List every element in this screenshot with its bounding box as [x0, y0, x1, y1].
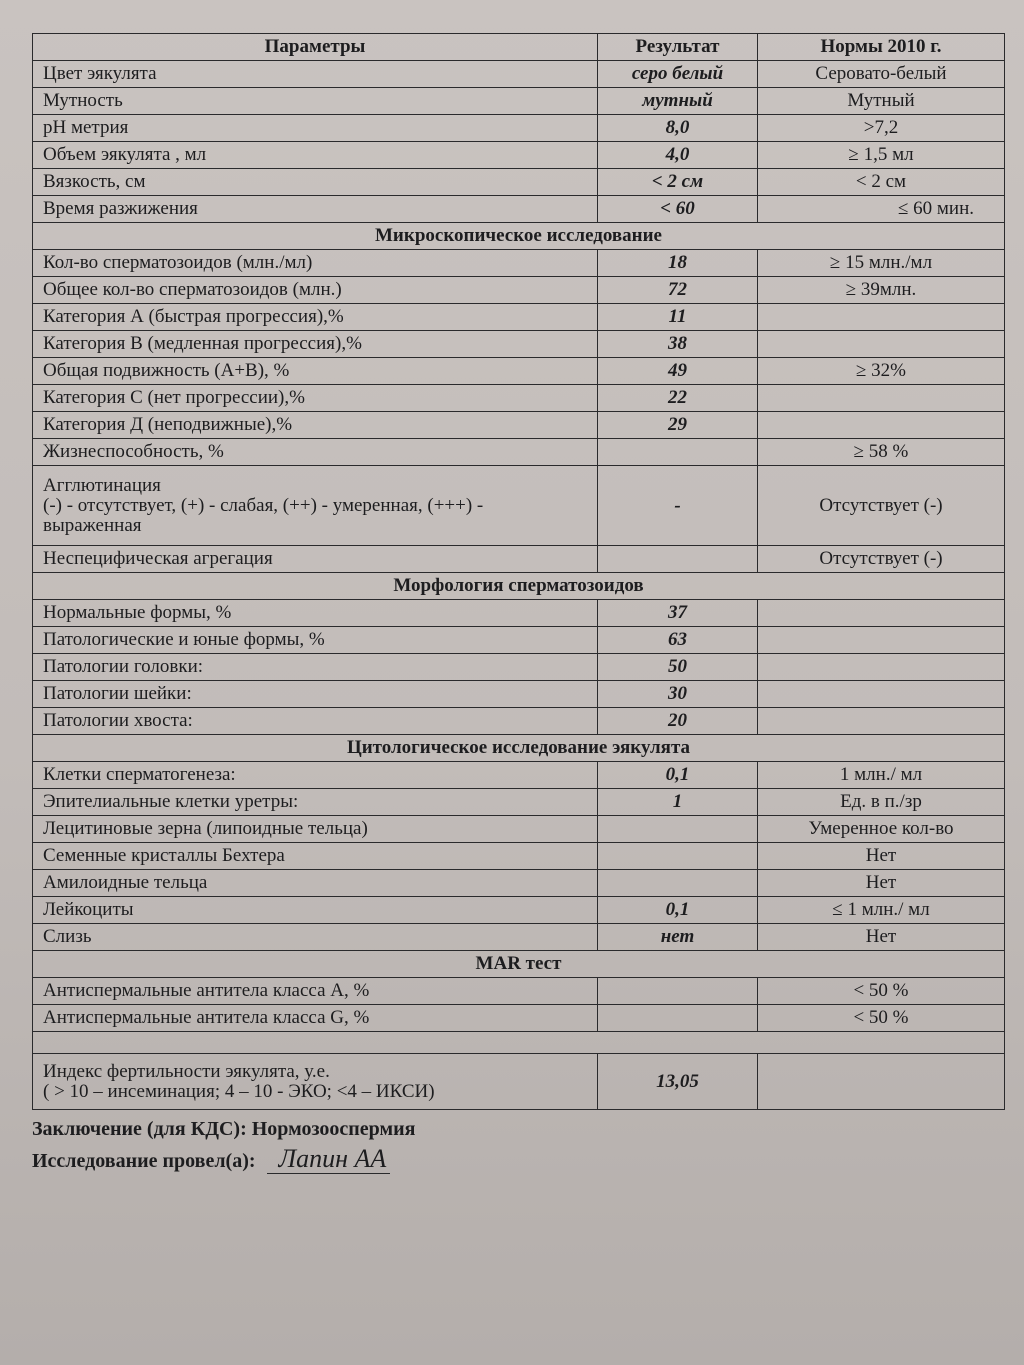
row-result: < 2 см: [598, 169, 758, 196]
header-norms: Нормы 2010 г.: [758, 34, 1005, 61]
section-header-row: [33, 223, 1005, 250]
row-param: Семенные кристаллы Бехтера: [33, 843, 598, 870]
row-result: < 60: [598, 196, 758, 223]
row-param: Патологические и юные формы, %: [33, 627, 598, 654]
table-row: [33, 412, 1005, 439]
row-param: Неспецифическая агрегация: [33, 546, 598, 573]
table-row: [33, 115, 1005, 142]
row-param: Патологии головки:: [33, 654, 598, 681]
row-result: 38: [598, 331, 758, 358]
table-row: [33, 897, 1005, 924]
row-result: 1: [598, 789, 758, 816]
table-row: [33, 250, 1005, 277]
table-row: [33, 1005, 1005, 1032]
table-row: [33, 708, 1005, 735]
row-norm: Серовато-белый: [758, 61, 1005, 88]
row-norm: >7,2: [758, 115, 1005, 142]
row-result: 4,0: [598, 142, 758, 169]
table-row: [33, 654, 1005, 681]
header-result: Результат: [598, 34, 758, 61]
row-param: Патологии хвоста:: [33, 708, 598, 735]
report-footer: [32, 1114, 1004, 1176]
table-row: [33, 277, 1005, 304]
performer-label: Исследование провел(а):: [32, 1150, 256, 1172]
row-norm: Мутный: [758, 88, 1005, 115]
row-param: Эпителиальные клетки уретры:: [33, 789, 598, 816]
section-title-microscopy: Микроскопическое исследование: [33, 223, 1005, 250]
row-param: Категория В (медленная прогрессия),%: [33, 331, 598, 358]
table-row: [33, 762, 1005, 789]
row-result: 13,05: [598, 1054, 758, 1110]
table-row: [33, 358, 1005, 385]
row-result: [598, 870, 758, 897]
row-param: Объем эякулята , мл: [33, 142, 598, 169]
row-norm: Умеренное кол-во: [758, 816, 1005, 843]
table-row-agglutination: [33, 466, 1005, 546]
row-result: [598, 546, 758, 573]
agglutination-scale-end: выраженная: [43, 514, 142, 536]
performer-line: [32, 1144, 1004, 1176]
semen-analysis-report: [32, 33, 1004, 1176]
row-result: нет: [598, 924, 758, 951]
row-param: Патологии шейки:: [33, 681, 598, 708]
row-param: Категория С (нет прогрессии),%: [33, 385, 598, 412]
row-norm: [758, 385, 1005, 412]
row-norm: ≥ 58 %: [758, 439, 1005, 466]
section-title-mar-test: MAR тест: [33, 951, 1005, 978]
table-row: [33, 600, 1005, 627]
row-result: 37: [598, 600, 758, 627]
row-result: 22: [598, 385, 758, 412]
table-row: [33, 681, 1005, 708]
section-header-row: [33, 735, 1005, 762]
row-result: 11: [598, 304, 758, 331]
header-parameters: Параметры: [33, 34, 598, 61]
row-norm: Отсутствует (-): [758, 466, 1005, 546]
row-param: pH метрия: [33, 115, 598, 142]
row-norm: [758, 1054, 1005, 1110]
conclusion-label: Заключение (для КДС):: [32, 1118, 247, 1140]
row-norm: ≥ 15 млн./мл: [758, 250, 1005, 277]
row-norm: [758, 627, 1005, 654]
row-param: Общая подвижность (А+В), %: [33, 358, 598, 385]
table-row: [33, 196, 1005, 223]
row-norm: [758, 654, 1005, 681]
row-norm: [758, 412, 1005, 439]
row-param: Антиспермальные антитела класса G, %: [33, 1005, 598, 1032]
row-param: Общее кол-во сперматозоидов (млн.): [33, 277, 598, 304]
table-row: [33, 924, 1005, 951]
section-header-row: [33, 951, 1005, 978]
table-row: [33, 870, 1005, 897]
row-norm: [758, 600, 1005, 627]
row-param: Клетки сперматогенеза:: [33, 762, 598, 789]
agglutination-scale: (-) - отсутствует, (+) - слабая, (++) - умеренная, (+++) -: [43, 494, 484, 516]
table-row: [33, 385, 1005, 412]
table-row: [33, 61, 1005, 88]
row-result: 30: [598, 681, 758, 708]
row-norm: Нет: [758, 870, 1005, 897]
section-title-morphology: Морфология сперматозоидов: [33, 573, 1005, 600]
table-row: [33, 439, 1005, 466]
row-result: 0,1: [598, 897, 758, 924]
table-row: [33, 816, 1005, 843]
performer-name: Лапин АА: [267, 1144, 391, 1174]
table-row: [33, 142, 1005, 169]
row-norm: Отсутствует (-): [758, 546, 1005, 573]
conclusion-line: [32, 1114, 1004, 1144]
table-row: [33, 627, 1005, 654]
table-row: [33, 843, 1005, 870]
fertility-index-scale: ( > 10 – инсеминация; 4 – 10 - ЭКО; <4 – ИКСИ): [43, 1080, 435, 1102]
row-result: 63: [598, 627, 758, 654]
row-result: 50: [598, 654, 758, 681]
row-result: [598, 843, 758, 870]
row-norm: ≤ 60 мин.: [758, 196, 1005, 223]
row-result: 8,0: [598, 115, 758, 142]
row-param: Время разжижения: [33, 196, 598, 223]
conclusion-value: Нормозооспермия: [251, 1118, 416, 1140]
table-row: [33, 88, 1005, 115]
section-title-cytology: Цитологическое исследование эякулята: [33, 735, 1005, 762]
row-param: Вязкость, см: [33, 169, 598, 196]
row-param: Нормальные формы, %: [33, 600, 598, 627]
row-norm: ≥ 1,5 мл: [758, 142, 1005, 169]
row-norm: Нет: [758, 843, 1005, 870]
row-param: Жизнеспособность, %: [33, 439, 598, 466]
row-param: Лецитиновые зерна (липоидные тельца): [33, 816, 598, 843]
row-param: Мутность: [33, 88, 598, 115]
row-result: [598, 816, 758, 843]
row-norm: < 50 %: [758, 978, 1005, 1005]
table-row: [33, 546, 1005, 573]
row-param: [33, 1054, 598, 1110]
row-norm: Ед. в п./зр: [758, 789, 1005, 816]
row-norm: [758, 331, 1005, 358]
table-row: [33, 169, 1005, 196]
row-result: [598, 978, 758, 1005]
row-result: [598, 1005, 758, 1032]
row-result: серо белый: [598, 61, 758, 88]
row-norm: ≤ 1 млн./ мл: [758, 897, 1005, 924]
row-norm: < 50 %: [758, 1005, 1005, 1032]
table-row: [33, 978, 1005, 1005]
row-param: Категория А (быстрая прогрессия),%: [33, 304, 598, 331]
section-header-row: [33, 573, 1005, 600]
row-norm: [758, 708, 1005, 735]
row-param: Амилоидные тельца: [33, 870, 598, 897]
row-param: Слизь: [33, 924, 598, 951]
table-row-fertility-index: [33, 1054, 1005, 1110]
row-norm: Нет: [758, 924, 1005, 951]
table-row: [33, 304, 1005, 331]
row-result: 20: [598, 708, 758, 735]
row-param: Цвет эякулята: [33, 61, 598, 88]
row-result: -: [598, 466, 758, 546]
row-result: 49: [598, 358, 758, 385]
row-norm: [758, 304, 1005, 331]
row-norm: ≥ 32%: [758, 358, 1005, 385]
row-param: [33, 466, 598, 546]
row-norm: 1 млн./ мл: [758, 762, 1005, 789]
row-param: Антиспермальные антитела класса А, %: [33, 978, 598, 1005]
spacer-cell: [33, 1032, 1005, 1054]
agglutination-title: Агглютинация: [43, 474, 161, 496]
row-param: Категория Д (неподвижные),%: [33, 412, 598, 439]
table-row: [33, 789, 1005, 816]
table-header-row: [33, 34, 1005, 61]
spacer-row: [33, 1032, 1005, 1054]
row-result: мутный: [598, 88, 758, 115]
row-result: [598, 439, 758, 466]
row-result: 29: [598, 412, 758, 439]
row-norm: [758, 681, 1005, 708]
row-param: Лейкоциты: [33, 897, 598, 924]
results-table: [32, 33, 1005, 1110]
row-result: 18: [598, 250, 758, 277]
row-result: 0,1: [598, 762, 758, 789]
row-norm: < 2 см: [758, 169, 1005, 196]
fertility-index-title: Индекс фертильности эякулята, у.е.: [43, 1060, 330, 1082]
row-norm: ≥ 39млн.: [758, 277, 1005, 304]
row-param: Кол-во сперматозоидов (млн./мл): [33, 250, 598, 277]
table-row: [33, 331, 1005, 358]
row-result: 72: [598, 277, 758, 304]
